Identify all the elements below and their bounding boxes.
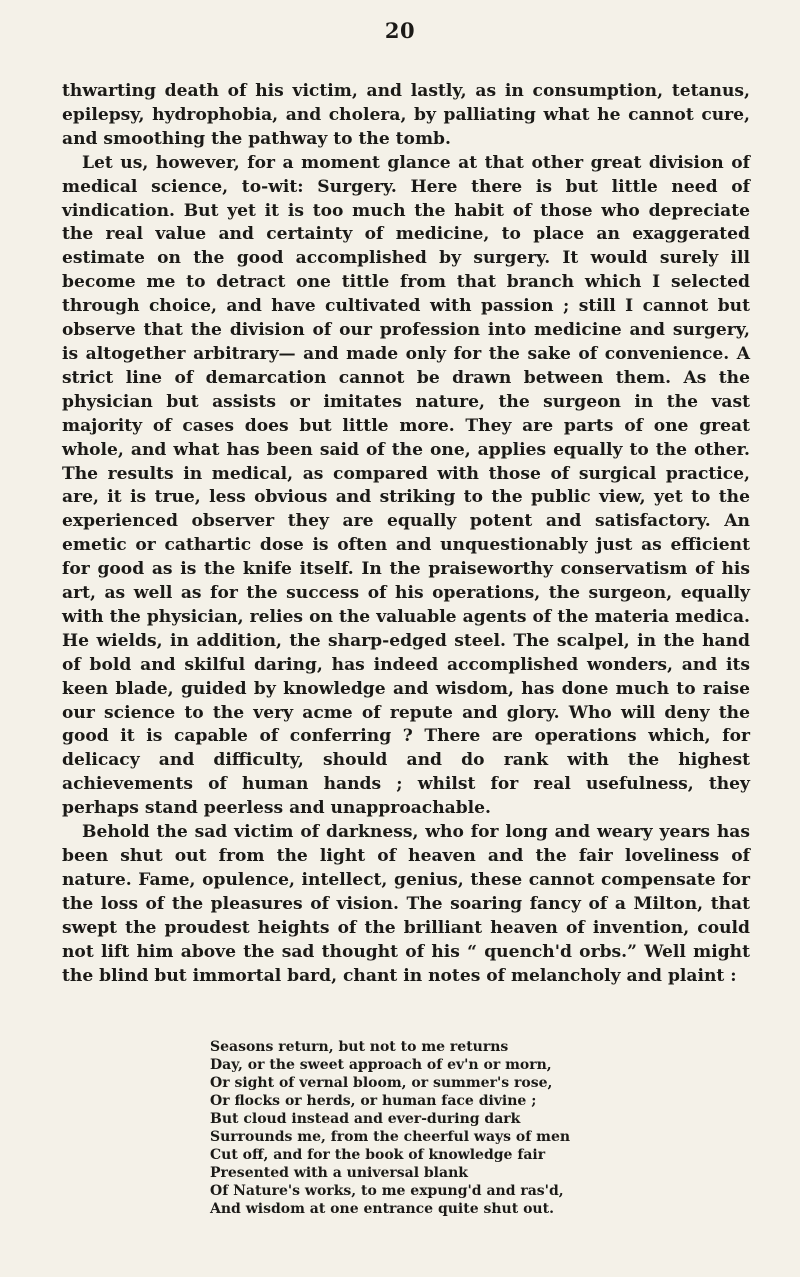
poem-line: And wisdom at one entrance quite shut out. [210, 1201, 554, 1217]
poem-line: But cloud instead and ever-during dark [210, 1111, 521, 1127]
poem-line: Of Nature's works, to me expung'd and ras'd, [210, 1183, 564, 1199]
prose-body [62, 80, 750, 988]
paragraph: thwarting death of his victim, and lastly, as in consumption, tetanus, epilepsy, hydrophobia, and cholera, by palliating what he cannot cure, and smoothing the pathway to the tomb. [62, 81, 750, 149]
poem-line: Cut off, and for the book of knowledge fair [210, 1147, 546, 1163]
poem-line: Seasons return, but not to me returns [210, 1039, 509, 1055]
poem-quotation [210, 1038, 670, 1218]
poem-line: Day, or the sweet approach of ev'n or morn, [210, 1057, 552, 1073]
page-number: 20 [384, 18, 416, 43]
paragraph: Behold the sad victim of darkness, who for long and weary years has been shut out from the light of heaven and the fair loveliness of nature. Fame, opulence, intellect, genius, these cannot compensate for the loss of the pleasures of vision. The soaring fancy of a Milton, that swept the proudest heights of the brilliant heaven of invention, could not lift him above the sad thought of his “ quench'd orbs.” Well might the blind but immortal bard, chant in notes of melancholy and plaint : [62, 822, 750, 986]
poem-line: Presented with a universal blank [210, 1165, 468, 1181]
paragraph: Let us, however, for a moment glance at that other great division of medical science, to-wit: Surgery. Here there is but little need of vindication. But yet it is too much the habit of those who depreciate the real value and certainty of medicine, to place an exaggerated estimate on the good accomplished by surgery. It would surely ill become me to detract one tittle from that branch which I selected through choice, and have cultivated with passion ; still I cannot but observe that the division of our profession into medicine and surgery, is altogether arbitrary— and made only for the sake of convenience. A strict line of demarcation cannot be drawn between them. As the physician but assists or imitates nature, the surgeon in the vast majority of cases does but little more. They are parts of one great whole, and what has been said of the one, applies equally to the other. The results in medical, as compared with those of surgical practice, are, it is true, less obvious and striking to the public view, yet to the experienced observer they are equally potent and satisfactory. An emetic or cathartic dose is often and unquestionably just as efficient for good as is the knife itself. In the praiseworthy conservatism of his art, as well as for the success of his operations, the surgeon, equally with the physician, relies on the valuable agents of the materia medica. He wields, in addition, the sharp-edged steel. The scalpel, in the hand of bold and skilful daring, has indeed accomplished wonders, and its keen blade, guided by knowledge and wisdom, has done much to raise our science to the very acme of repute and glory. Who will deny the good it is capable of conferring ? There are operations which, for delicacy and difficulty, should and do rank with the highest achievements of human hands ; whilst for real usefulness, they perhaps stand peerless and unapproachable. [62, 152, 750, 819]
poem-line: Surrounds me, from the cheerful ways of men [210, 1129, 571, 1145]
poem-line: Or sight of vernal bloom, or summer's rose, [210, 1075, 553, 1091]
poem-line: Or flocks or herds, or human face divine ; [210, 1093, 537, 1109]
